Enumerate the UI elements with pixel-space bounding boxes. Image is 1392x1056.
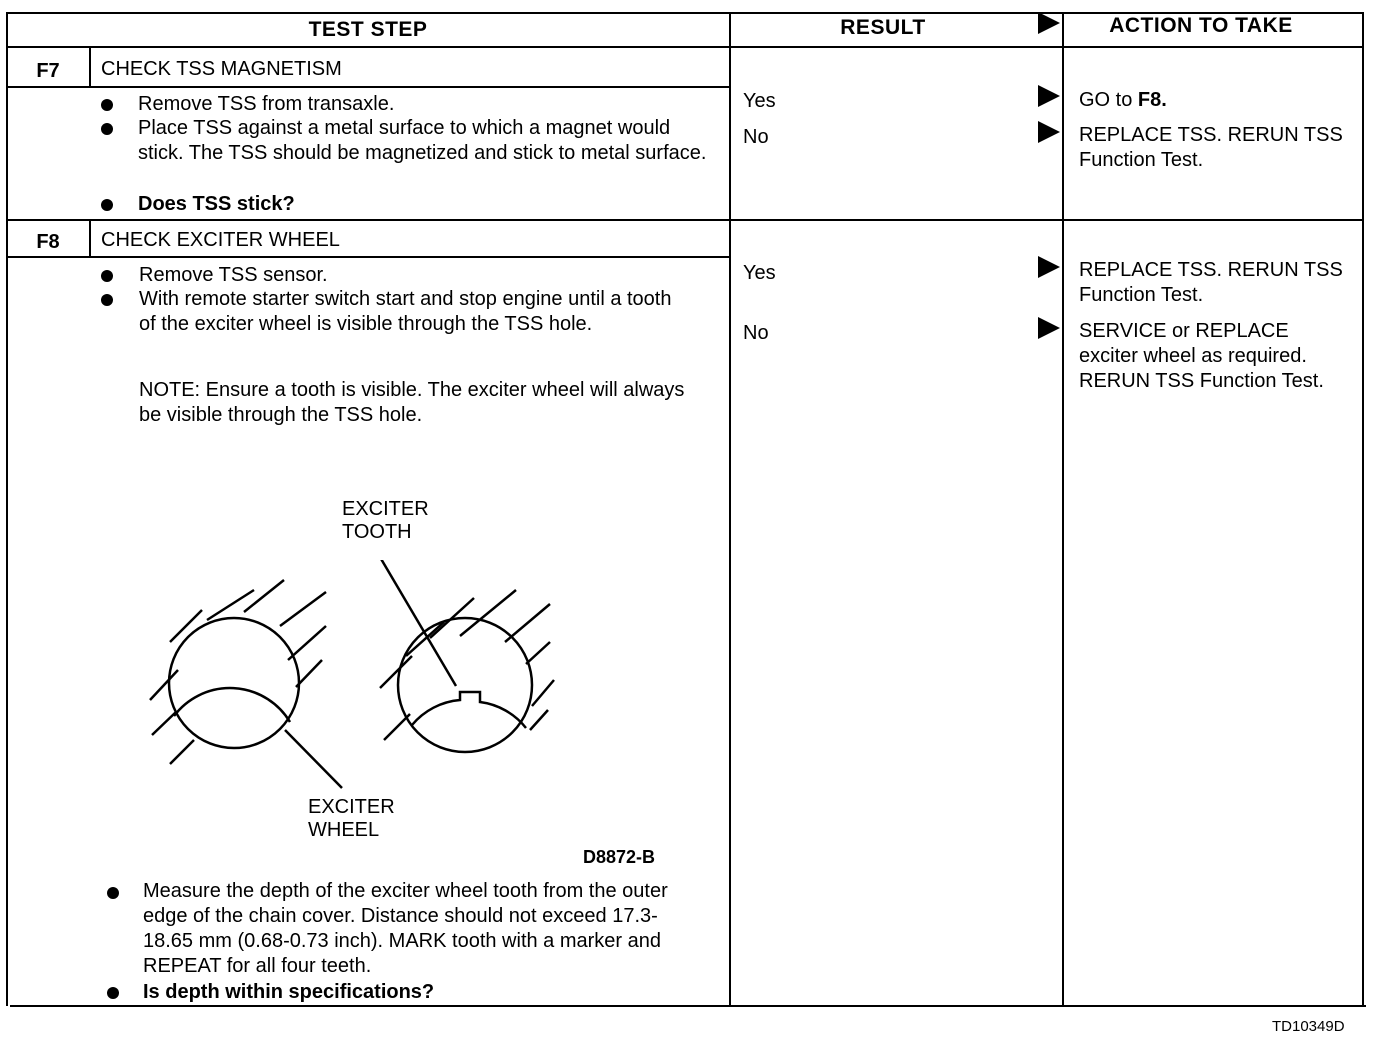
f8-bullet-3: Measure the depth of the exciter wheel tooth from the outer edge of the chain cover. Distance should not exceed 17.3-18.65 mm (0.68-0.73 inch). MARK tooth with a marker and REPEAT for all four teeth. <box>143 880 668 977</box>
f7-bullet-1: Remove TSS from transaxle. <box>138 93 395 115</box>
header-result: RESULT <box>840 16 926 39</box>
f8-result-yes: Yes <box>743 262 776 284</box>
header-test-step: TEST STEP <box>308 18 428 41</box>
arrow-icon <box>1038 85 1060 107</box>
exciter-wheel-diagram <box>130 560 570 790</box>
f7-action-yes: GO to F8. <box>1079 89 1167 111</box>
f7-result-no: No <box>743 126 769 148</box>
step-title-f7: CHECK TSS MAGNETISM <box>101 58 342 80</box>
f7-bullet-3: Does TSS stick? <box>138 193 295 215</box>
step-title-f8: CHECK EXCITER WHEEL <box>101 229 340 251</box>
header-arrow-icon <box>1038 12 1060 34</box>
left-border <box>6 12 8 1006</box>
bullet-icon <box>101 99 113 111</box>
bullet-icon <box>101 270 113 282</box>
bullet-icon <box>101 123 113 135</box>
bullet-icon <box>107 887 119 899</box>
f7-f8-separator <box>6 219 1362 221</box>
step-id-f8: F8 <box>36 231 60 253</box>
col-divider-1 <box>729 12 731 1006</box>
f8-action-no: SERVICE or REPLACE exciter wheel as required. RERUN TSS Function Test. <box>1079 320 1324 392</box>
f7-title-rule <box>6 86 730 88</box>
step-id-f7: F7 <box>36 60 60 82</box>
f7-result-yes: Yes <box>743 90 776 112</box>
col-divider-2 <box>1062 12 1064 1006</box>
f8-bullet-1: Remove TSS sensor. <box>139 264 328 286</box>
f7-bullet-2: Place TSS against a metal surface to which a magnet would stick. The TSS should be magnetized and stick to metal surface. <box>138 117 707 164</box>
header-action: ACTION TO TAKE <box>1109 14 1293 37</box>
bullet-icon <box>107 987 119 999</box>
f8-result-no: No <box>743 322 769 344</box>
bottom-border <box>10 1005 1366 1007</box>
f7-action-no: REPLACE TSS. RERUN TSS Function Test. <box>1079 124 1343 171</box>
f8-bullet-2: With remote starter switch start and stop engine until a tooth of the exciter wheel is visible through the TSS hole. <box>139 288 672 335</box>
f8-title-rule <box>6 256 730 258</box>
f8-note: NOTE: Ensure a tooth is visible. The exciter wheel will always be visible through the TSS hole. <box>139 379 685 426</box>
bullet-icon <box>101 199 113 211</box>
figure-code: D8872-B <box>583 847 656 867</box>
arrow-icon <box>1038 317 1060 339</box>
label-exciter-wheel: EXCITER WHEEL <box>308 796 395 841</box>
right-border <box>1362 12 1364 1006</box>
label-exciter-tooth: EXCITER TOOTH <box>342 498 429 543</box>
bullet-icon <box>101 294 113 306</box>
arrow-icon <box>1038 121 1060 143</box>
f8-bullet-4: Is depth within specifications? <box>143 981 435 1003</box>
document-code: TD10349D <box>1272 1018 1345 1035</box>
header-bottom-border <box>6 46 1362 48</box>
arrow-icon <box>1038 256 1060 278</box>
f8-action-yes: REPLACE TSS. RERUN TSS Function Test. <box>1079 259 1343 306</box>
